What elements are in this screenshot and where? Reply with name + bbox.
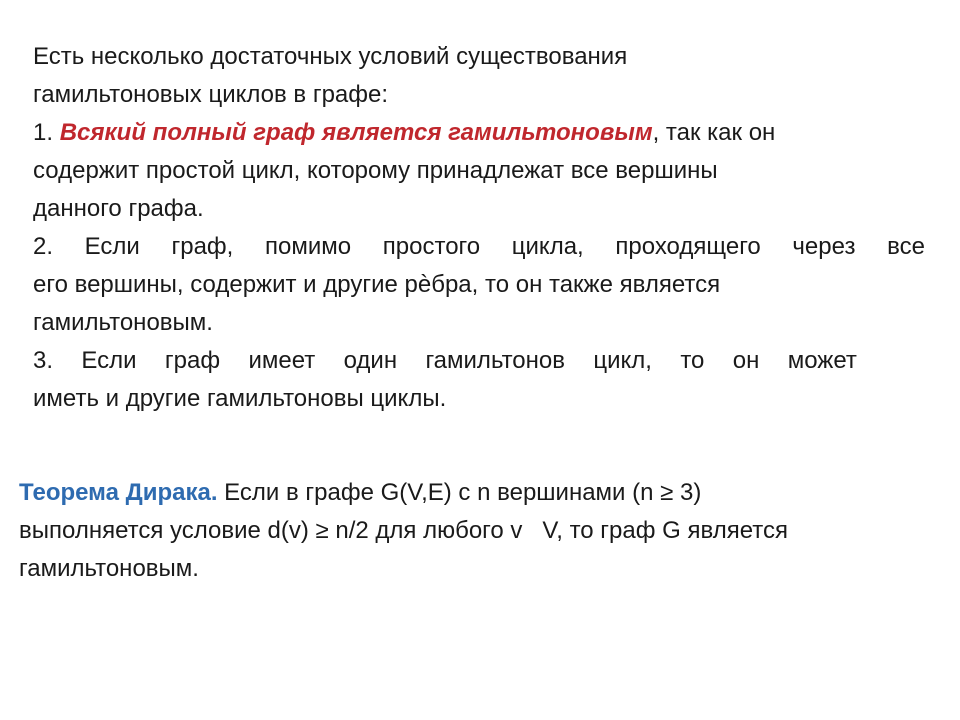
condition-3-word: он (732, 347, 760, 374)
condition-1-number: 1. (33, 119, 54, 146)
condition-2-word: цикла, (511, 233, 584, 260)
condition-2-word: Если (84, 233, 140, 260)
condition-3-word: один (343, 347, 398, 374)
condition-2-word: помимо (265, 233, 352, 260)
condition-1-emphasis: Всякий полный граф является гамильтоновым (59, 119, 653, 146)
theorem-title: Теорема Дирака. (19, 479, 218, 506)
dirac-theorem (19, 474, 939, 588)
theorem-line-1-text: Если в графе G(V,E) с n вершинами (n ≥ 3) (217, 479, 702, 506)
condition-3-word: 3. (33, 347, 54, 374)
condition-2-word: простого (382, 233, 481, 260)
condition-1-line-2: содержит простой цикл, которому принадлежат все вершины (33, 157, 718, 184)
condition-2-word: через (792, 233, 856, 260)
condition-2-word: все (887, 233, 925, 260)
condition-3-word: гамильтонов (425, 347, 565, 374)
condition-3-word: может (787, 347, 857, 374)
condition-1-line-1 (33, 114, 925, 152)
condition-3-word: Если (81, 347, 137, 374)
condition-1-rest: , так как он (652, 119, 776, 146)
theorem-line-2-part-a: выполняется условие d(v) ≥ n/2 для любого v (19, 517, 523, 544)
condition-2-line-1 (33, 228, 925, 266)
condition-2-word: проходящего (615, 233, 761, 260)
condition-3-word: имеет (248, 347, 316, 374)
condition-2-word: 2. (33, 233, 54, 260)
condition-3-word: то (680, 347, 705, 374)
condition-3-word: цикл, (593, 347, 652, 374)
theorem-line-2-part-b: V, то граф G является (542, 517, 788, 544)
intro-line-1: Есть несколько достаточных условий существования (33, 43, 628, 70)
theorem-line-3: гамильтоновым. (19, 555, 199, 582)
condition-2-line-3: гамильтоновым. (33, 309, 213, 336)
condition-3-word: граф (164, 347, 221, 374)
theorem-line-2 (19, 512, 939, 550)
condition-3-line-2: иметь и другие гамильтоновы циклы. (33, 385, 447, 412)
condition-2-line-2: его вершины, содержит и другие рѐбра, то он также является (33, 271, 721, 298)
condition-2-word: граф, (171, 233, 234, 260)
sufficient-conditions-text (33, 38, 925, 418)
theorem-line-1 (19, 474, 939, 512)
intro-line-2: гамильтоновых циклов в графе: (33, 81, 389, 108)
condition-1-line-3: данного графа. (33, 195, 204, 222)
condition-3-line-1 (33, 342, 857, 380)
